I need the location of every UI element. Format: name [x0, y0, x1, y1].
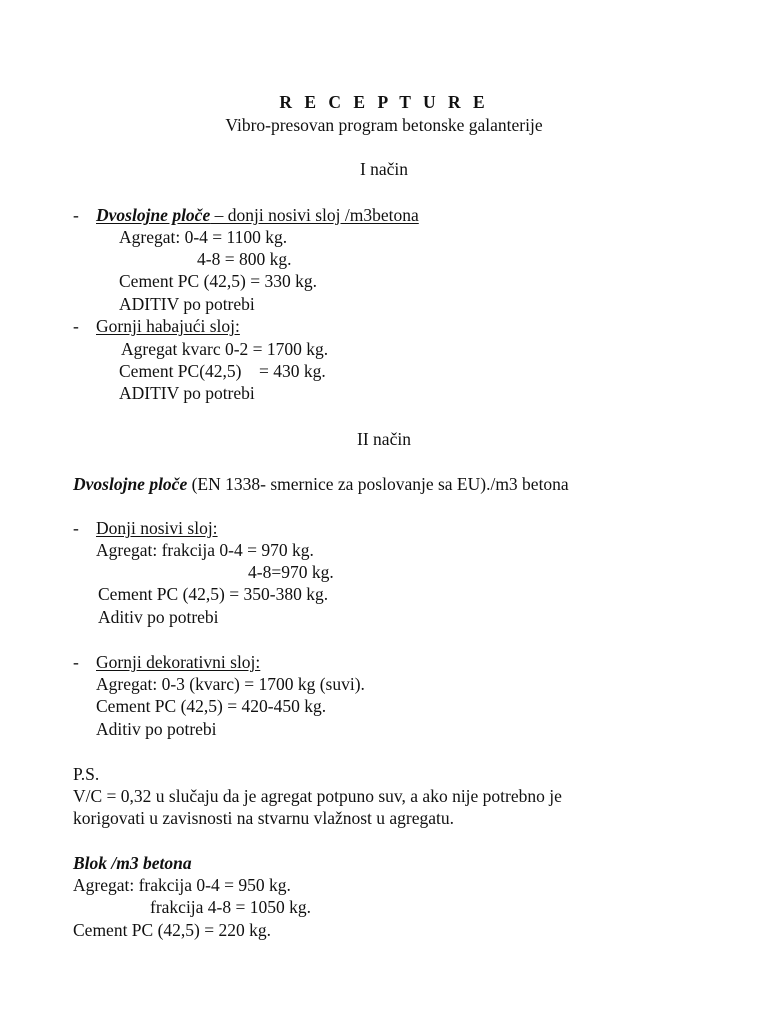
- recipe-line: ADITIV po potrebi: [119, 294, 255, 314]
- recipe-line: Agregat: frakcija 0-4 = 970 kg.: [96, 540, 314, 560]
- method-2-heading: II način: [357, 429, 411, 449]
- method-2-intro-name: Dvoslojne ploče: [73, 474, 188, 494]
- recipe-line: Aditiv po potrebi: [96, 719, 217, 739]
- ps-line: korigovati u zavisnosti na stvarnu vlažnost u agregatu.: [73, 808, 455, 828]
- list-dash: -: [73, 652, 79, 672]
- recipe-line: Agregat: frakcija 0-4 = 950 kg.: [73, 875, 291, 895]
- recipe-line: Cement PC (42,5) = 420-450 kg.: [96, 696, 327, 716]
- recipe-line: Cement PC (42,5) = 220 kg.: [73, 920, 271, 940]
- method-1-item-1: [96, 207, 419, 225]
- list-dash: -: [73, 316, 79, 336]
- recipe-line: 4-8 = 800 kg.: [197, 249, 292, 269]
- document-subtitle: Vibro-presovan program betonske galanterije: [225, 115, 543, 135]
- document-title: R E C E P T U R E: [279, 92, 489, 112]
- method-1-item-1-name: Dvoslojne ploče: [96, 205, 211, 225]
- method-2-item-2: Gornji dekorativni sloj:: [96, 652, 261, 672]
- recipe-line: Agregat: 0-3 (kvarc) = 1700 kg (suvi).: [96, 674, 365, 694]
- method-2-intro: [73, 476, 569, 494]
- recipe-line: Agregat kvarc 0-2 = 1700 kg.: [121, 339, 329, 359]
- ps-label: P.S.: [73, 764, 100, 784]
- list-dash: -: [73, 205, 79, 225]
- recipe-line: Cement PC (42,5) = 350-380 kg.: [98, 584, 329, 604]
- recipe-line: Cement PC(42,5) = 430 kg.: [119, 361, 326, 381]
- recipe-line: frakcija 4-8 = 1050 kg.: [150, 897, 312, 917]
- recipe-line: 4-8=970 kg.: [248, 562, 334, 582]
- recipe-line: Aditiv po potrebi: [98, 607, 219, 627]
- ps-line: V/C = 0,32 u slučaju da je agregat potpuno suv, a ako nije potrebno je: [73, 786, 562, 806]
- recipe-line: Agregat: 0-4 = 1100 kg.: [119, 227, 288, 247]
- blok-heading: Blok /m3 betona: [73, 853, 192, 873]
- recipe-line: Cement PC (42,5) = 330 kg.: [119, 271, 317, 291]
- list-dash: -: [73, 518, 79, 538]
- method-1-item-2: Gornji habajući sloj:: [96, 316, 240, 336]
- method-2-intro-rest: (EN 1338- smernice za poslovanje sa EU)./m3 betona: [187, 474, 569, 494]
- method-2-item-1: Donji nosivi sloj:: [96, 518, 218, 538]
- method-1-heading: I način: [359, 159, 409, 179]
- method-1-item-1-rest: – donji nosivi sloj /m3betona: [210, 205, 419, 225]
- recipe-line: ADITIV po potrebi: [119, 383, 255, 403]
